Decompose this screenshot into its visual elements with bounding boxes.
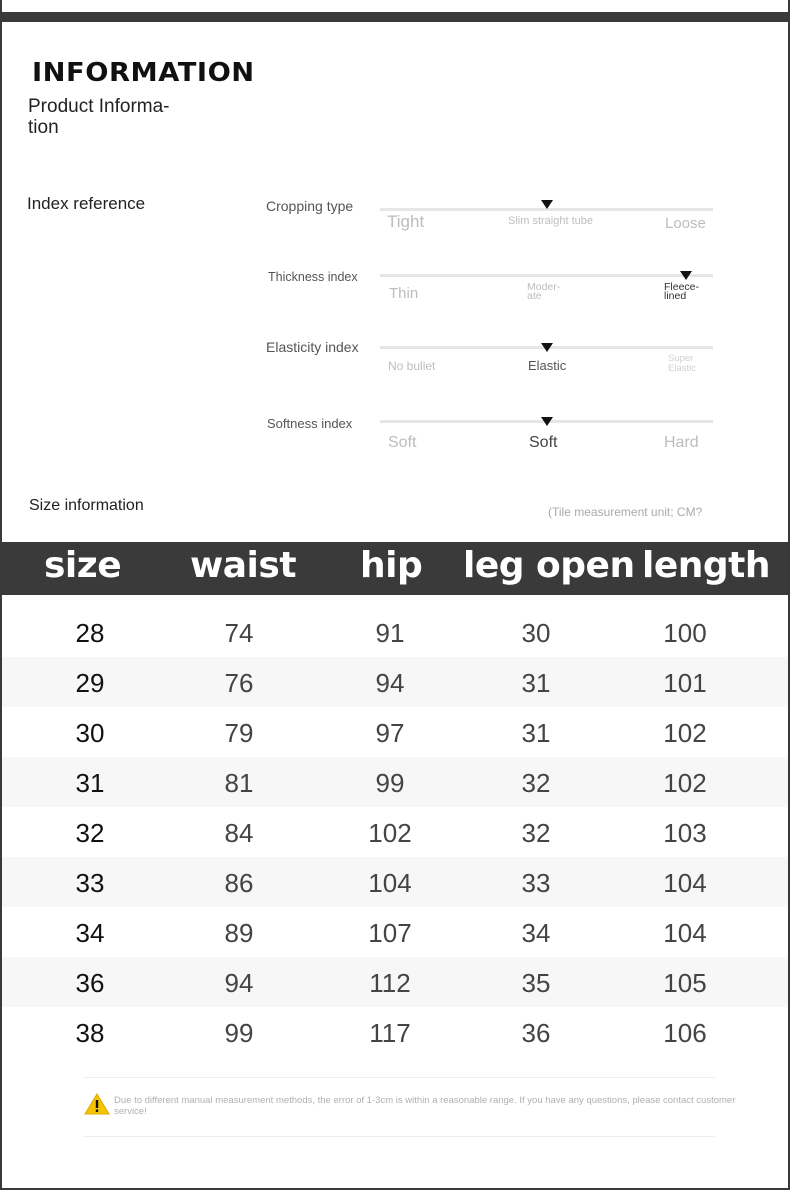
index-option: Soft <box>529 434 558 451</box>
index-thickness <box>0 270 790 340</box>
divider <box>83 1136 715 1137</box>
index-marker-icon <box>541 343 553 352</box>
table-cell-hip: 97 <box>375 718 405 748</box>
table-cell-leg-open: 33 <box>521 868 551 898</box>
table-cell-leg-open: 34 <box>521 918 551 948</box>
header-size: size <box>44 545 122 586</box>
index-option: Moder-ate <box>527 281 561 302</box>
index-label: Cropping type <box>266 198 354 214</box>
table-cell-size: 29 <box>75 668 105 698</box>
table-cell-length: 102 <box>663 768 707 798</box>
table-cell-length: 102 <box>663 718 707 748</box>
table-cell-leg-open: 31 <box>521 668 551 698</box>
table-cell-hip: 99 <box>375 768 405 798</box>
table-cell-size: 34 <box>75 918 105 948</box>
table-cell-length: 100 <box>663 618 707 648</box>
table-cell-leg-open: 31 <box>521 718 551 748</box>
table-cell-size: 33 <box>75 868 105 898</box>
table-cell-length: 104 <box>663 918 707 948</box>
table-row <box>2 707 788 757</box>
table-cell-length: 101 <box>663 668 707 698</box>
table-cell-leg-open: 36 <box>521 1018 551 1048</box>
table-cell-leg-open: 30 <box>521 618 551 648</box>
size-table-header <box>2 542 788 595</box>
table-cell-waist: 84 <box>224 818 254 848</box>
page-subtitle: Product Informa-tion <box>28 96 170 138</box>
table-cell-leg-open: 35 <box>521 968 551 998</box>
index-option: Hard <box>664 434 699 451</box>
top-bar <box>0 12 790 22</box>
table-cell-waist: 79 <box>224 718 254 748</box>
table-row <box>2 1007 788 1057</box>
header-leg-open: leg open <box>463 545 635 586</box>
table-cell-hip: 94 <box>375 668 405 698</box>
table-cell-hip: 112 <box>369 968 411 998</box>
table-cell-size: 38 <box>75 1018 105 1048</box>
index-marker-icon <box>680 271 692 280</box>
header-length: length <box>642 545 770 586</box>
table-row <box>2 957 788 1007</box>
index-marker-icon <box>541 200 553 209</box>
table-cell-waist: 74 <box>224 618 254 648</box>
table-row <box>2 857 788 907</box>
index-label: Elasticity index <box>266 339 359 355</box>
table-cell-waist: 89 <box>224 918 254 948</box>
table-row <box>2 807 788 857</box>
index-option: Super Elastic <box>668 353 696 374</box>
divider <box>83 1077 715 1078</box>
header-waist: waist <box>190 545 297 586</box>
measurement-note: Due to different manual measurement methods, the error of 1-3cm is within a reasonable range. If you have any questions, please contact customer service! <box>114 1095 736 1117</box>
table-cell-size: 32 <box>75 818 105 848</box>
index-label: Softness index <box>267 416 353 431</box>
index-option: Slim straight tube <box>508 215 593 227</box>
table-cell-hip: 104 <box>368 868 412 898</box>
index-option: Tight <box>387 212 425 231</box>
table-cell-size: 36 <box>75 968 105 998</box>
header-hip: hip <box>360 545 423 586</box>
table-cell-hip: 117 <box>369 1018 411 1048</box>
table-cell-hip: 107 <box>368 918 412 948</box>
index-label: Thickness index <box>268 270 358 284</box>
size-unit-note: (Tile measurement unit; CM? <box>548 505 703 519</box>
table-cell-hip: 102 <box>368 818 412 848</box>
index-reference-heading: Index reference <box>27 194 146 213</box>
index-option: Thin <box>389 285 419 302</box>
table-cell-waist: 81 <box>224 768 254 798</box>
index-marker-icon <box>541 417 553 426</box>
index-option: Soft <box>388 434 417 451</box>
index-cropping-type <box>0 198 790 268</box>
table-cell-waist: 99 <box>224 1018 254 1048</box>
table-cell-leg-open: 32 <box>521 768 551 798</box>
index-option: No bullet <box>388 359 436 373</box>
table-row <box>2 657 788 707</box>
table-cell-size: 31 <box>75 768 105 798</box>
table-row <box>2 607 788 657</box>
table-cell-length: 106 <box>663 1018 707 1048</box>
table-cell-waist: 76 <box>224 668 254 698</box>
index-track <box>380 274 713 277</box>
table-row <box>2 907 788 957</box>
size-information-heading: Size information <box>29 497 144 514</box>
table-row <box>2 757 788 807</box>
warning-icon <box>84 1093 110 1115</box>
table-cell-length: 105 <box>663 968 707 998</box>
index-option: Elastic <box>528 358 567 373</box>
table-cell-waist: 86 <box>224 868 254 898</box>
table-cell-length: 103 <box>663 818 707 848</box>
index-option: Loose <box>665 215 706 232</box>
index-softness <box>0 416 790 486</box>
table-cell-hip: 91 <box>375 618 405 648</box>
table-cell-size: 30 <box>75 718 105 748</box>
table-cell-waist: 94 <box>224 968 254 998</box>
index-option: Fleece-lined <box>664 281 700 302</box>
index-elasticity <box>0 339 790 409</box>
table-cell-leg-open: 32 <box>521 818 551 848</box>
page-title: INFORMATION <box>32 58 255 88</box>
table-cell-size: 28 <box>75 618 105 648</box>
table-cell-length: 104 <box>663 868 707 898</box>
